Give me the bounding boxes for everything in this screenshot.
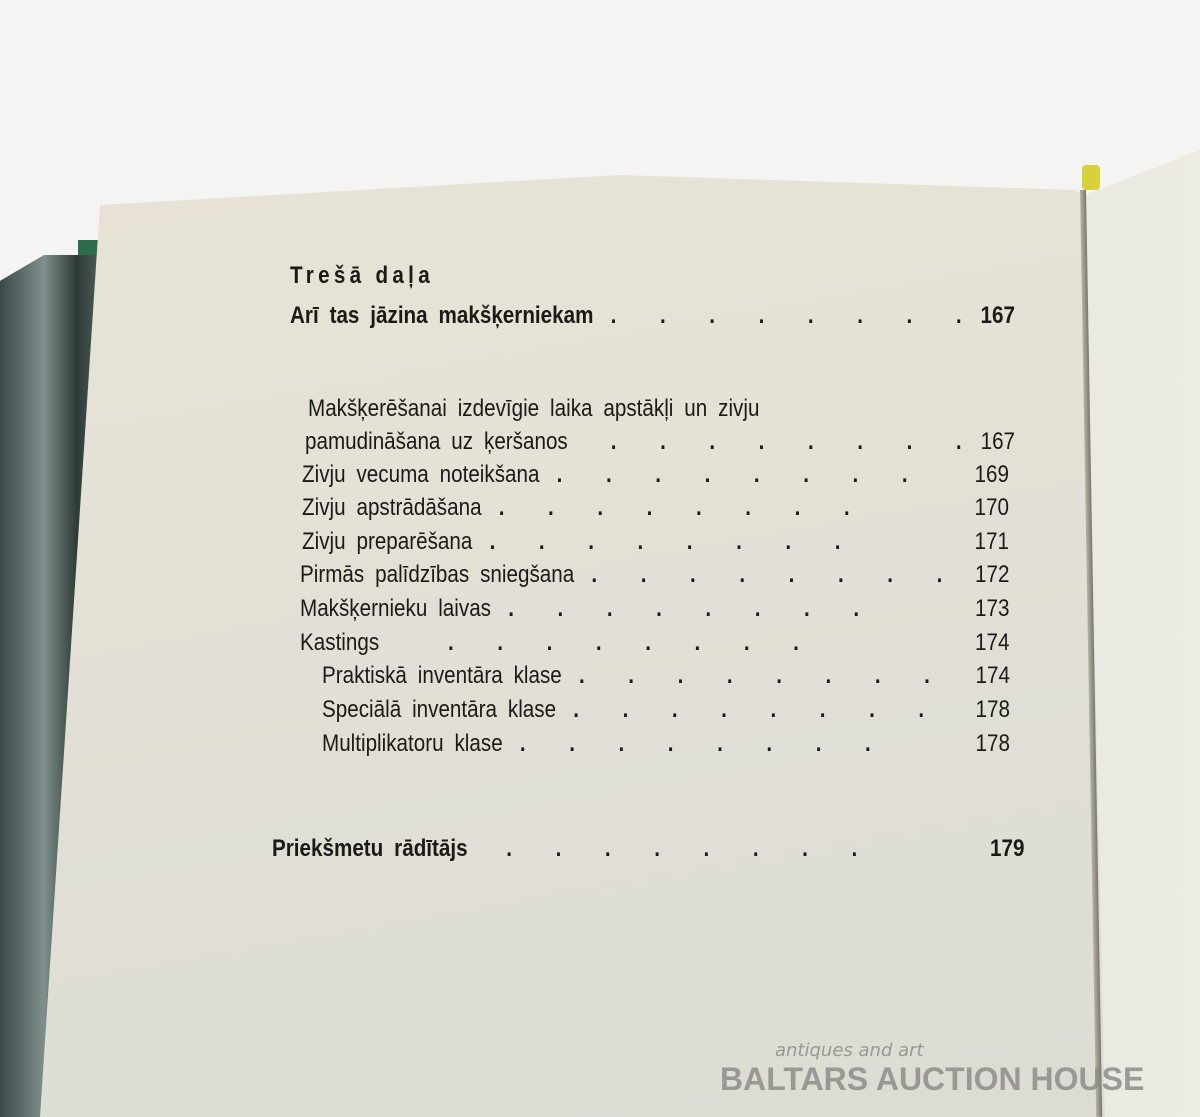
- dot-leader: . . . . . . . .: [508, 595, 879, 622]
- entry-page: 169: [974, 461, 1009, 488]
- dot-leader: . . . . . . . .: [610, 302, 981, 329]
- entry-title: Makšķernieku laivas: [300, 595, 492, 622]
- dot-leader: . . . . . . . .: [573, 696, 944, 723]
- toc-entry: [308, 395, 759, 423]
- toc-entry: [302, 494, 1009, 522]
- entry-page: 170: [974, 494, 1009, 521]
- dot-leader: . . . . . . . .: [610, 428, 981, 455]
- toc-entry: [305, 428, 1016, 456]
- entry-page: 173: [975, 595, 1010, 622]
- dot-leader: . . . . . . . .: [591, 561, 962, 588]
- entry-title: Priekšmetu rādītājs: [272, 835, 468, 862]
- entry-page: 178: [975, 730, 1010, 757]
- entry-page: 174: [975, 629, 1010, 656]
- entry-title: Kastings: [300, 629, 380, 656]
- entry-page: 172: [975, 561, 1010, 588]
- entry-title: Zivju vecuma noteikšana: [302, 461, 540, 488]
- entry-title: Zivju apstrādāšana: [302, 494, 482, 521]
- entry-title: Zivju preparēšana: [302, 528, 473, 555]
- toc-entry: [302, 461, 1009, 489]
- dot-leader: . . . . . . . .: [489, 528, 860, 555]
- dot-leader: . . . . . . . .: [519, 730, 890, 757]
- entry-title: pamudināšana uz ķeršanos: [305, 428, 568, 455]
- entry-title: Pirmās palīdzības sniegšana: [300, 561, 575, 588]
- entry-title: Arī tas jāzina makšķerniekam: [290, 302, 594, 329]
- entry-page: 179: [990, 835, 1025, 862]
- toc-entry: [300, 595, 1010, 623]
- toc-entry: [322, 696, 1010, 724]
- section-heading-text: Trešā daļa: [290, 262, 434, 289]
- entry-title: Praktiskā inventāra klase: [322, 662, 562, 689]
- watermark-tagline: antiques and art: [775, 1040, 924, 1061]
- entry-page: 178: [975, 696, 1010, 723]
- dot-leader: . . . . . . . .: [447, 629, 818, 656]
- toc-entry: [300, 561, 1010, 589]
- toc-entry: [322, 662, 1010, 690]
- toc-entry: [300, 629, 1010, 657]
- entry-page: 167: [980, 302, 1015, 329]
- section-heading: [290, 262, 434, 290]
- entry-page: 174: [975, 662, 1010, 689]
- toc-entry: [302, 528, 1009, 556]
- toc-index-entry: [272, 835, 1025, 863]
- dot-leader: . . . . . . . .: [556, 461, 927, 488]
- entry-title: Multiplikatoru klase: [322, 730, 503, 757]
- dot-leader: . . . . . . . .: [498, 494, 869, 521]
- watermark-name: BALTARS AUCTION HOUSE: [720, 1061, 1145, 1097]
- toc-main-entry: [290, 302, 1015, 330]
- entry-title: Makšķerēšanai izdevīgie laika apstākļi un zivju: [308, 395, 760, 422]
- entry-title: Speciālā inventāra klase: [322, 696, 557, 723]
- watermark: [720, 1040, 1144, 1098]
- entry-page: 171: [974, 528, 1009, 555]
- dot-leader: . . . . . . . .: [506, 835, 877, 862]
- entry-page: 167: [980, 428, 1016, 455]
- dot-leader: . . . . . . . .: [578, 662, 949, 689]
- toc-entry: [322, 730, 1010, 758]
